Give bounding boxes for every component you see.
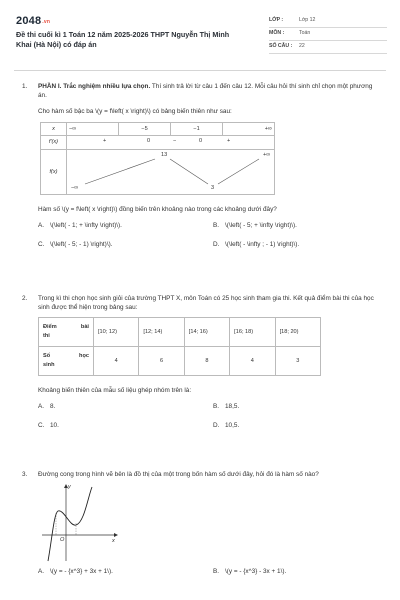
option-label: C. bbox=[38, 241, 45, 249]
count-cell: 3 bbox=[275, 346, 320, 375]
option-a[interactable] bbox=[38, 402, 55, 411]
exam-meta bbox=[269, 15, 387, 54]
option-c[interactable] bbox=[38, 421, 59, 430]
variation-arrows bbox=[67, 150, 281, 194]
options-row bbox=[38, 421, 382, 435]
function-graph bbox=[38, 483, 118, 563]
score-table bbox=[38, 317, 321, 376]
option-b[interactable] bbox=[213, 221, 297, 230]
value-13: 13 bbox=[161, 151, 168, 158]
header-word: Số bbox=[43, 353, 51, 360]
part-intro bbox=[38, 82, 382, 101]
x-axis-label: x bbox=[112, 538, 115, 545]
option-text: \(y = - {x^3} - 3x + 1\). bbox=[225, 568, 287, 576]
table-cell: x bbox=[41, 122, 67, 135]
header-word: học bbox=[79, 353, 89, 360]
header-word: bài bbox=[80, 324, 89, 331]
option-text: \(\left( - \infty ; - 1) \right)\). bbox=[225, 241, 300, 249]
meta-key: MÔN : bbox=[269, 30, 285, 37]
meta-class-row bbox=[269, 15, 387, 28]
value-minus-infinity: −∞ bbox=[71, 184, 79, 191]
count-cell: 6 bbox=[139, 346, 184, 375]
option-label: A. bbox=[38, 222, 45, 230]
value-3: 3 bbox=[211, 184, 215, 191]
option-label: C. bbox=[38, 421, 45, 429]
meta-subject-row bbox=[269, 28, 387, 41]
interval-cell: [12; 14) bbox=[139, 317, 184, 346]
sign-zero: 0 bbox=[199, 137, 203, 144]
count-cell: 4 bbox=[94, 346, 139, 375]
option-label: A. bbox=[38, 568, 45, 576]
meta-key: LỚP : bbox=[269, 17, 284, 24]
option-c[interactable] bbox=[38, 240, 113, 249]
option-label: B. bbox=[213, 222, 220, 230]
part-text: Thí sinh trả lời từ câu 1 đến câu 12. Mỗi câu hỏi thí sinh chỉ chọn một phương án. bbox=[38, 83, 373, 100]
header-word: sinh bbox=[43, 361, 55, 368]
meta-value: Toán bbox=[299, 30, 311, 37]
question-stem: Đường cong trong hình vẽ bên là đồ thị của một trong bốn hàm số dưới đây, hỏi đó là hàm số nào? bbox=[38, 471, 319, 478]
interval-cell: [10; 12) bbox=[94, 317, 139, 346]
function-variation-row bbox=[67, 149, 275, 194]
y-axis-label: y bbox=[68, 484, 71, 491]
option-text: \(y = - {x^3} + 3x + 1\). bbox=[50, 568, 113, 576]
origin-label: O bbox=[60, 537, 65, 544]
header-word: Điểm bbox=[43, 324, 57, 331]
sign-minus: − bbox=[173, 137, 177, 144]
option-text: \(\left( - 5; + \infty \right)\). bbox=[225, 222, 297, 230]
site-logo[interactable] bbox=[16, 14, 50, 30]
option-label: B. bbox=[213, 568, 220, 576]
meta-value: 22 bbox=[299, 43, 305, 50]
count-cell: 8 bbox=[184, 346, 229, 375]
option-text: 18,5. bbox=[225, 402, 240, 410]
option-text: \(\left( - 1; + \infty \right)\). bbox=[50, 222, 122, 230]
options-row bbox=[38, 240, 382, 254]
option-d[interactable] bbox=[213, 421, 239, 430]
part-label: PHẦN I. Trắc nghiệm nhiều lựa chọn. bbox=[38, 83, 151, 90]
options-row bbox=[38, 221, 382, 235]
sign-zero: 0 bbox=[147, 137, 151, 144]
option-label: A. bbox=[38, 402, 45, 410]
question-3 bbox=[22, 470, 382, 581]
option-a[interactable] bbox=[38, 567, 113, 576]
option-label: D. bbox=[213, 421, 220, 429]
option-label: B. bbox=[213, 402, 220, 410]
derivative-sign-row bbox=[67, 135, 275, 149]
question-number: 3. bbox=[22, 471, 28, 478]
question-stem: Trong kì thi chọn học sinh giỏi của trường THPT X, môn Toán có 25 học sinh tham gia thi. Kết quả điểm bài thi của học sinh được thể hiện trong bảng sau: bbox=[38, 295, 374, 312]
option-b[interactable] bbox=[213, 402, 239, 411]
table-cell: −∞ bbox=[67, 122, 119, 135]
question-text: Khoảng biến thiên của mẫu số liệu ghép nhóm trên là: bbox=[38, 386, 192, 394]
cubic-curve-graph bbox=[38, 483, 118, 563]
exam-title: Đề thi cuối kì 1 Toán 12 năm 2025-2026 THPT Nguyễn Thị Minh Khai (Hà Nội) có đáp án bbox=[16, 30, 230, 50]
header-divider bbox=[14, 70, 386, 71]
table-cell: f(x) bbox=[41, 149, 67, 194]
option-text: \(\left( - 5; - 1) \right)\). bbox=[50, 241, 113, 249]
table-cell: −5 bbox=[119, 122, 171, 135]
header-word: thi bbox=[43, 332, 50, 339]
table-cell: f′(x) bbox=[41, 135, 67, 149]
logo-text: 2048 bbox=[16, 15, 42, 27]
page-header bbox=[16, 14, 386, 60]
interval-cell: [18; 20) bbox=[275, 317, 320, 346]
meta-count-row bbox=[269, 41, 387, 54]
question-stem: Cho hàm số bậc ba \(y = f\left( x \right)\) có bảng biến thiên như sau: bbox=[38, 107, 232, 115]
question-number: 2. bbox=[22, 295, 28, 302]
question-2 bbox=[22, 294, 382, 435]
table-cell: −1 bbox=[171, 122, 223, 135]
option-d[interactable] bbox=[213, 240, 299, 249]
question-text: Hàm số \(y = f\left( x \right)\) đồng biến trên khoảng nào trong các khoảng dưới đây? bbox=[38, 205, 277, 213]
option-text: 8. bbox=[50, 402, 56, 410]
option-a[interactable] bbox=[38, 221, 122, 230]
sign-plus: + bbox=[227, 137, 231, 144]
options-row bbox=[38, 402, 382, 416]
logo-suffix: .vn bbox=[42, 19, 51, 25]
meta-value: Lớp 12 bbox=[299, 17, 316, 24]
table-cell: +∞ bbox=[223, 122, 275, 135]
meta-key: SỐ CÂU : bbox=[269, 43, 293, 50]
row-header-students bbox=[39, 346, 94, 375]
count-cell: 4 bbox=[230, 346, 275, 375]
value-plus-infinity: +∞ bbox=[263, 151, 271, 158]
option-text: 10. bbox=[50, 421, 59, 429]
sign-plus: + bbox=[103, 137, 107, 144]
interval-cell: [14; 16) bbox=[184, 317, 229, 346]
options-row bbox=[38, 567, 382, 581]
variation-table bbox=[40, 122, 275, 195]
question-1 bbox=[22, 82, 382, 254]
row-header-score bbox=[39, 317, 94, 346]
option-text: 10,5. bbox=[225, 421, 240, 429]
option-label: D. bbox=[213, 241, 220, 249]
option-b[interactable] bbox=[213, 567, 286, 576]
interval-cell: [16; 18) bbox=[230, 317, 275, 346]
question-number: 1. bbox=[22, 83, 28, 90]
